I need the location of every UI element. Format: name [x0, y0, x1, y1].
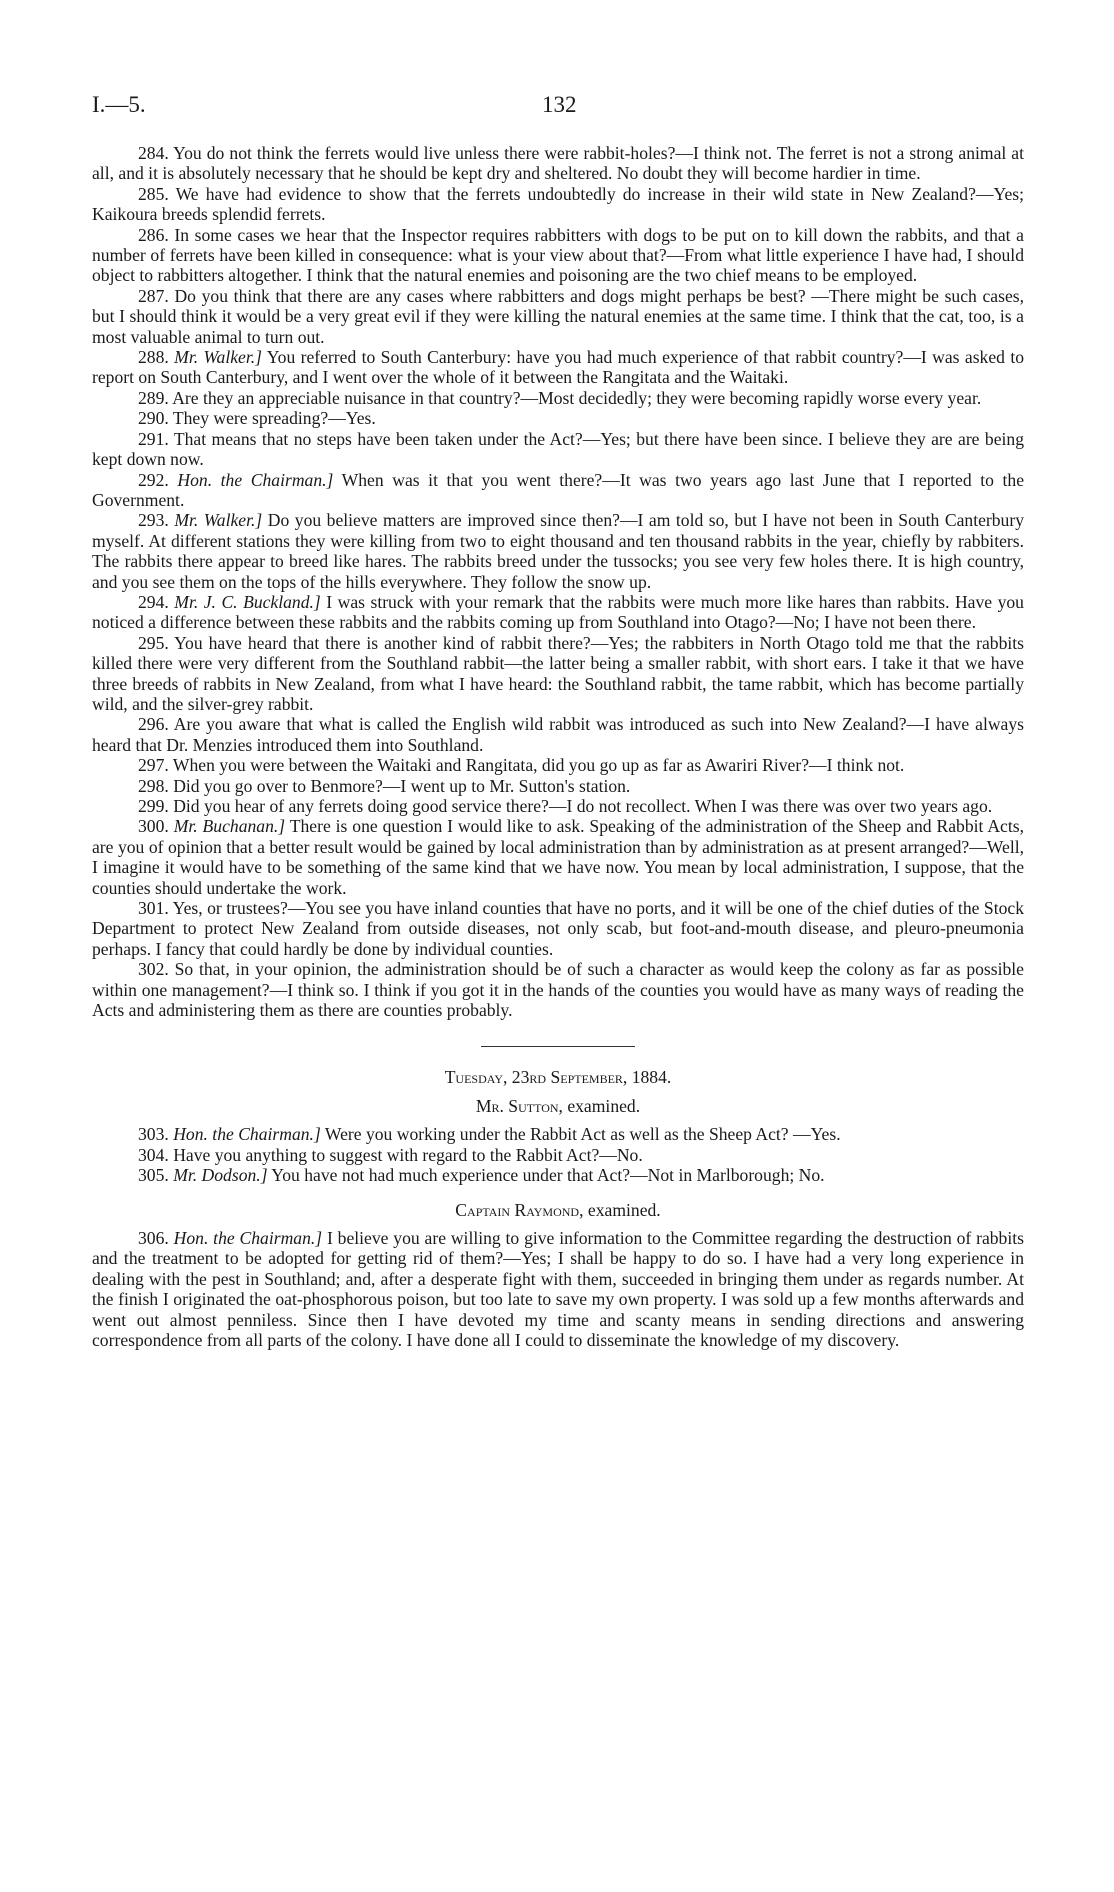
paragraph-286: 286. In some cases we hear that the Inspector requires rabbitters with dogs to be put on to kill down the rabbits, and that a number of ferrets have been killed in consequence: what is your view about that?—From what little experience I have had, I should object to rabbitters altogether. I think that the natural enemies and poisoning are the two chief means to be employed.	[92, 224, 1024, 286]
speaker: Mr. Walker.]	[174, 347, 262, 368]
session-date: Tuesday, 23rd September, 1884.	[444, 1067, 672, 1088]
paragraph-295: 295. You have heard that there is another kind of rabbit there?—Yes; the rabbiters in North Otago told me that the rabbits killed there were very different from the Southland rabbit—the latter being a smaller rabbit, with short ears. I take it that we have three breeds of rabbits in New Zealand, from what I have heard: the Southland rabbit, the tame rabbit, which has become partially wild, and the silver-grey rabbit.	[92, 632, 1024, 714]
speaker: Mr. J. C. Buckland.]	[174, 591, 321, 612]
paragraph-300	[92, 816, 1024, 898]
document-body	[92, 143, 1024, 1350]
witness-suffix: , examined.	[558, 1095, 641, 1116]
question-number: 305.	[138, 1165, 169, 1186]
paragraph-301: 301. Yes, or trustees?—You see you have inland counties that have no ports, and it will be one of the chief duties of the Stock Department to protect New Zealand from outside diseases, not only scab, but foot-and-mouth disease, and pleuro-pneumonia perhaps. I fancy that could hardly be done by individual counties.	[92, 898, 1024, 959]
speaker: Mr. Buchanan.]	[173, 816, 286, 837]
paragraph-291: 291. That means that no steps have been taken under the Act?—Yes; but there have been since. I believe they are are being kept down now.	[92, 428, 1024, 470]
paragraph-294	[92, 592, 1024, 633]
speaker: Hon. the Chairman.]	[177, 469, 334, 490]
question-text: I was struck with your remark that the rabbits were much more like hares than rabbits. Have you noticed a difference between these rabbits and the rabbits coming up from Southland into Otago?—No; I have not been there.	[92, 591, 1024, 633]
paragraph-284: 284. You do not think the ferrets would live unless there were rabbit-holes?—I think not. The ferret is not a strong animal at all, and it is absolutely necessary that he should be kept dry and sheltered. No doubt they will become hardier in time.	[92, 143, 1024, 184]
question-number: 293.	[138, 510, 169, 531]
witness-name: Captain Raymond	[455, 1199, 580, 1220]
question-text: When was it that you went there?—It was two years ago last June that I reported to the Government.	[92, 469, 1024, 510]
question-number: 303.	[138, 1124, 169, 1145]
paragraph-285: 285. We have had evidence to show that the ferrets undoubtedly do increase in their wild state in New Zealand?—Yes; Kaikoura breeds splendid ferrets.	[92, 183, 1024, 225]
section-divider	[481, 1046, 635, 1047]
question-text: You have not had much experience under that Act?—Not in Marlborough; No.	[267, 1165, 825, 1186]
speaker: Mr. Dodson.]	[173, 1165, 268, 1186]
witness-name: Mr. Sutton	[475, 1095, 559, 1116]
question-text: I believe you are willing to give information to the Committee regarding the destruction of rabbits and the treatment to be adopted for getting rid of them?—Yes; I shall be happy to do so. I have had a very long experience in dealing with the pest in Southland; and, after a desperate fight with them, succeeded in bringing them under as regards number. At the finish I originated the oat-phosphorous poison, but too late to save my own property. I was sold up a few months afterwards and went out almost penniless. Since then I have devoted my time and scanty means in sending directions and answering correspondence from all parts of the colony. I have done all I could to disseminate the knowledge of my discovery.	[92, 1227, 1024, 1350]
speaker: Hon. the Chairman.]	[173, 1227, 323, 1248]
question-number: 292.	[138, 469, 169, 490]
paragraph-305	[92, 1165, 1024, 1185]
paragraph-297: 297. When you were between the Waitaki and Rangitata, did you go up as far as Awariri River?—I think not.	[138, 755, 905, 776]
witness-heading-2	[92, 1200, 1024, 1220]
question-text: There is one question I would like to ask. Speaking of the administration of the Sheep and Rabbit Acts, are you of opinion that a better result would be gained by local administration than by administration as at present arranged?—Well, I imagine it would have to be something of the same kind that we have now. You mean by local administration, I suppose, that the counties should undertake the work.	[92, 816, 1024, 898]
speaker: Mr. Walker.]	[174, 510, 263, 531]
paragraph-296: 296. Are you aware that what is called the English wild rabbit was introduced as such into New Zealand?—I have always heard that Dr. Menzies introduced them into Southland.	[92, 714, 1024, 755]
witness-suffix: , examined.	[579, 1199, 661, 1220]
page-number: 132	[542, 92, 577, 117]
paragraph-303	[92, 1124, 1024, 1144]
paragraph-299: 299. Did you hear of any ferrets doing good service there?—I do not recollect. When I was there was over two years ago.	[138, 796, 993, 816]
paragraph-293	[92, 510, 1024, 592]
paragraph-298: 298. Did you go over to Benmore?—I went up to Mr. Sutton's station.	[138, 775, 631, 796]
question-text: You referred to South Canterbury: have you had much experience of that rabbit country?—I was asked to report on South Canterbury, and I went over the whole of it between the Rangitata and the Waitaki.	[92, 347, 1024, 388]
question-number: 300.	[138, 816, 169, 837]
question-number: 288.	[138, 347, 169, 368]
question-text: Do you believe matters are improved since then?—I am told so, but I have not been in South Canterbury myself. At different stations they were killing from two to eight thousand and ten thousand rabbits in the year, chiefly by rabbiters. The rabbits there appear to breed like hares. The rabbits breed under the tussocks; you see very few holes there. It is high country, and you see them on the tops of the hills everywhere. They follow the snow up.	[92, 510, 1024, 592]
question-text: Were you working under the Rabbit Act as well as the Sheep Act? —Yes.	[320, 1124, 841, 1145]
paragraph-292	[92, 470, 1024, 511]
question-number: 306.	[138, 1227, 169, 1248]
paragraph-289: 289. Are they an appreciable nuisance in that country?—Most decidedly; they were becoming rapidly worse every year.	[138, 387, 982, 408]
paper-reference: I.—5.	[92, 92, 146, 117]
paragraph-306	[92, 1228, 1024, 1350]
speaker: Hon. the Chairman.]	[173, 1124, 321, 1145]
paragraph-304: 304. Have you anything to suggest with regard to the Rabbit Act?—No.	[138, 1144, 643, 1165]
paragraph-287: 287. Do you think that there are any cases where rabbitters and dogs might perhaps be best? —There might be such cases, but I should think it would be a very great evil if they were killing the natural enemies at the same time. I think that the cat, too, is a most valuable animal to turn out.	[92, 285, 1024, 347]
witness-heading	[92, 1096, 1024, 1116]
paragraph-302: 302. So that, in your opinion, the administration should be of such a character as would keep the colony as far as possible within one management?—I think so. I think if you got it in the hands of the counties you would have as many ways of reading the Acts and administering them as there are counties probably.	[92, 959, 1024, 1021]
question-number: 294.	[138, 591, 169, 612]
paragraph-290: 290. They were spreading?—Yes.	[138, 408, 376, 429]
paragraph-288	[92, 347, 1024, 388]
page-header	[92, 92, 1022, 122]
